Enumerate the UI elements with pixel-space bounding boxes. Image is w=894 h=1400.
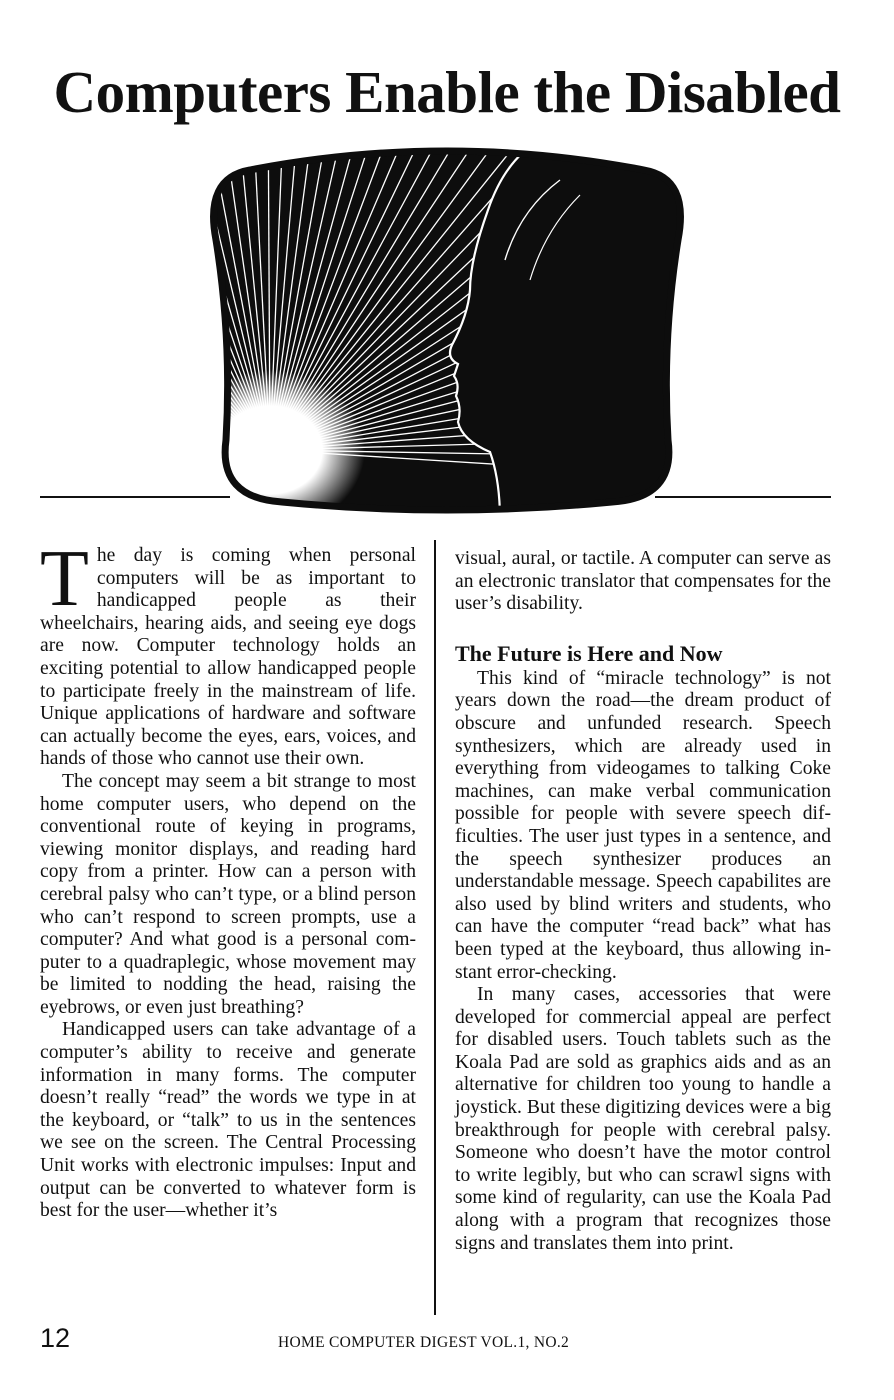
article-paragraph: In many cases, accessories that were developed for commercial appeal are perfect for disabled users. Touch tablets such as the Koala Pad are sold as graphics aids and as an alternative for children too young to handle a joystick. But these digitizing devices were a big breakthrough for people with cerebral palsy. Someone who doesn’t have the motor control to write legibly, but who can scrawl signs with some kind of regularity, can use the Koala Pad along with a program that recognizes those signs and translates them into print.	[455, 984, 831, 1254]
page-title: Computers Enable the Disabled	[53, 59, 841, 125]
profile-on-screen-illustration	[0, 140, 894, 520]
rule-right	[655, 496, 831, 498]
section-heading: The Future is Here and Now	[455, 640, 723, 666]
drop-cap: T	[40, 535, 89, 623]
column-divider	[434, 540, 436, 1315]
article-paragraph: Handicapped users can take advantage of a computer’s ability to receive and generate information in many forms. The computer doesn’t really “read” the words we type in at the keyboard, or “talk” to us in the sentences we see on the screen. The Central Processing Unit works with electronic impulses: Input and output can be converted to whatever form is best for the user—whether it’s	[40, 1019, 416, 1222]
article-paragraph: visual, aural, or tactile. A computer can serve as an electronic translator that compensates for the user’s disability.	[455, 548, 831, 615]
rule-left	[40, 496, 230, 498]
page-number: 12	[40, 1323, 71, 1353]
magazine-footer: HOME COMPUTER DIGEST VOL.1, NO.2	[278, 1334, 570, 1351]
paragraph-text: he day is coming when personal computers will be as important to handicapped people as their wheelchairs, hearing aids, and seeing eye dogs are now. Computer technology holds an exciting potential to allow handicapped people to participate freely in the mainstream of life. Unique applications of hardware and software can actually become the eyes, ears, voices, and hands of those who cannot use their own.	[40, 545, 416, 770]
article-column-right	[455, 548, 831, 1255]
article-paragraph: The concept may seem a bit strange to most home computer users, who depend on the conventional route of keying in programs, viewing monitor displays, and reading hard copy from a printer. How can a person with cerebral palsy who can’t type, or a blind person who can’t respond to screen prompts, use a computer? And what good is a personal computer to a quadraplegic, whose movement may be limited to nodding the head, raising the eyebrows, or even just breathing?	[40, 770, 416, 1018]
article-paragraph: This kind of “miracle technology” is not years down the road—the dream product of obscure and unfunded research. Speech synthesizers, which are already used in everything from videogames to talking Coke machines, can make verbal communication possible for people with severe speech difficulties. The user just types in a sentence, and the speech synthesizer produces an understandable message. Speech capabilites are also used by blind writers and students, who can have the computer “read back” what has been typed at the keyboard, thus allowing instant error-checking.	[455, 667, 831, 983]
article-column-left	[40, 535, 416, 1223]
article-paragraph	[40, 535, 416, 771]
